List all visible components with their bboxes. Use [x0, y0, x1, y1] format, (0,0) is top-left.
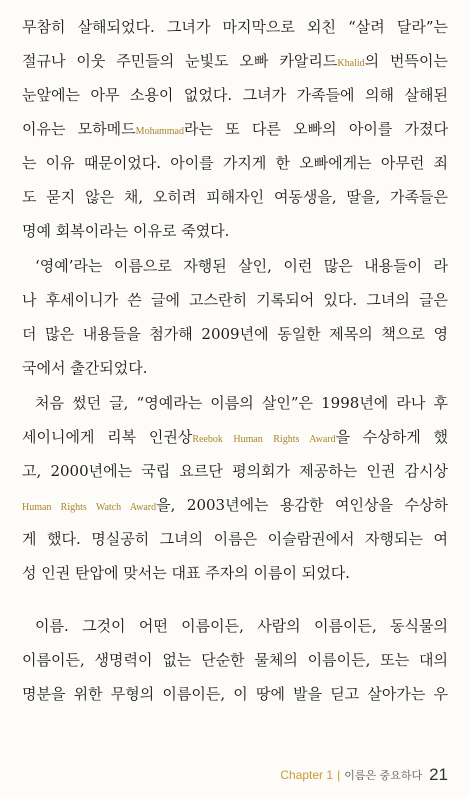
text-line	[22, 522, 448, 556]
text-line	[35, 609, 448, 643]
chapter-title: 이름은 중요하다	[344, 769, 423, 782]
text-line	[22, 454, 448, 488]
text-run: 이유는 모하메드	[22, 120, 136, 138]
text-run: 명예 회복이라는 이유로 죽였다.	[22, 222, 230, 240]
text-line	[22, 112, 448, 146]
text-run: 처음 썼던 글, “영예라는 이름의 살인”은 1998년에 라나 후	[35, 394, 448, 412]
english-annotation: Khalid	[337, 58, 365, 69]
text-line	[22, 420, 448, 454]
text-run: 눈앞에는 아무 소용이 없었다. 그녀가 가족들에 의해 살해된	[22, 86, 448, 104]
text-line	[22, 146, 448, 180]
text-run: 명분을 위한 무형의 이름이든, 이 땅에 발을 딛고 살아가는 우	[22, 685, 448, 703]
page-footer	[280, 760, 448, 790]
text-run: 이름. 그것이 어떤 이름이든, 사람의 이름이든, 동식물의	[35, 617, 448, 635]
text-run: 더 많은 내용들을 첨가해 2009년에 동일한 제목의 책으로 영	[22, 325, 448, 343]
english-annotation: Mohammad	[135, 126, 184, 137]
text-line	[22, 643, 448, 677]
chapter-label: Chapter 1	[280, 768, 334, 782]
text-line	[22, 10, 448, 44]
text-line	[22, 488, 448, 522]
text-run: 는 이유 때문이었다. 아이를 가지게 한 오빠에게는 아무런 죄	[22, 154, 448, 172]
page-number: 21	[429, 765, 448, 784]
text-run: 을 수상하게 했	[335, 428, 448, 446]
text-line	[22, 556, 448, 590]
text-line	[22, 351, 448, 385]
text-run: 이름이든, 생명력이 없는 단순한 물체의 이름이든, 또는 대의	[22, 651, 448, 669]
text-line	[35, 386, 448, 420]
text-run: ‘영예’라는 이름으로 자행된 살인, 이런 많은 내용들이 라	[35, 257, 448, 275]
text-run: 나 후세이니가 쓴 글에 고스란히 기록되어 있다. 그녀의 글은	[22, 291, 448, 309]
text-run: 도 묻지 않은 채, 오히려 피해자인 여동생을, 딸을, 가족들은	[22, 188, 448, 206]
text-line	[22, 180, 448, 214]
text-line	[35, 249, 448, 283]
text-line	[22, 317, 448, 351]
english-annotation: Human Rights Watch Award	[22, 502, 157, 513]
footer-separator: |	[337, 768, 341, 782]
text-line	[22, 283, 448, 317]
text-run: 의 번뜩이는	[364, 52, 448, 70]
text-run: 절규나 이웃 주민들의 눈빛도 오빠 카알리드	[22, 52, 338, 70]
text-run: 국에서 출간되었다.	[22, 359, 148, 377]
text-line	[22, 44, 448, 78]
text-run: 성 인권 탄압에 맞서는 대표 주자의 이름이 되었다.	[22, 564, 350, 582]
english-annotation: Reebok Human Rights Award	[192, 434, 336, 445]
text-run: 게 했다. 명실공히 그녀의 이름은 이슬람권에서 자행되는 여	[22, 530, 448, 548]
text-run: 고, 2000년에는 국립 요르단 평의회가 제공하는 인권 감시상	[22, 462, 448, 480]
text-run: 무참히 살해되었다. 그녀가 마지막으로 외친 “살려 달라”는	[22, 18, 448, 36]
text-line	[22, 677, 448, 711]
text-line	[22, 214, 448, 248]
text-line	[22, 78, 448, 112]
text-run: 을, 2003년에는 용감한 여인상을 수상하	[156, 496, 448, 514]
text-run: 세이니에게 리복 인권상	[22, 428, 193, 446]
text-run: 라는 또 다른 오빠의 아이를 가졌다	[184, 120, 448, 138]
